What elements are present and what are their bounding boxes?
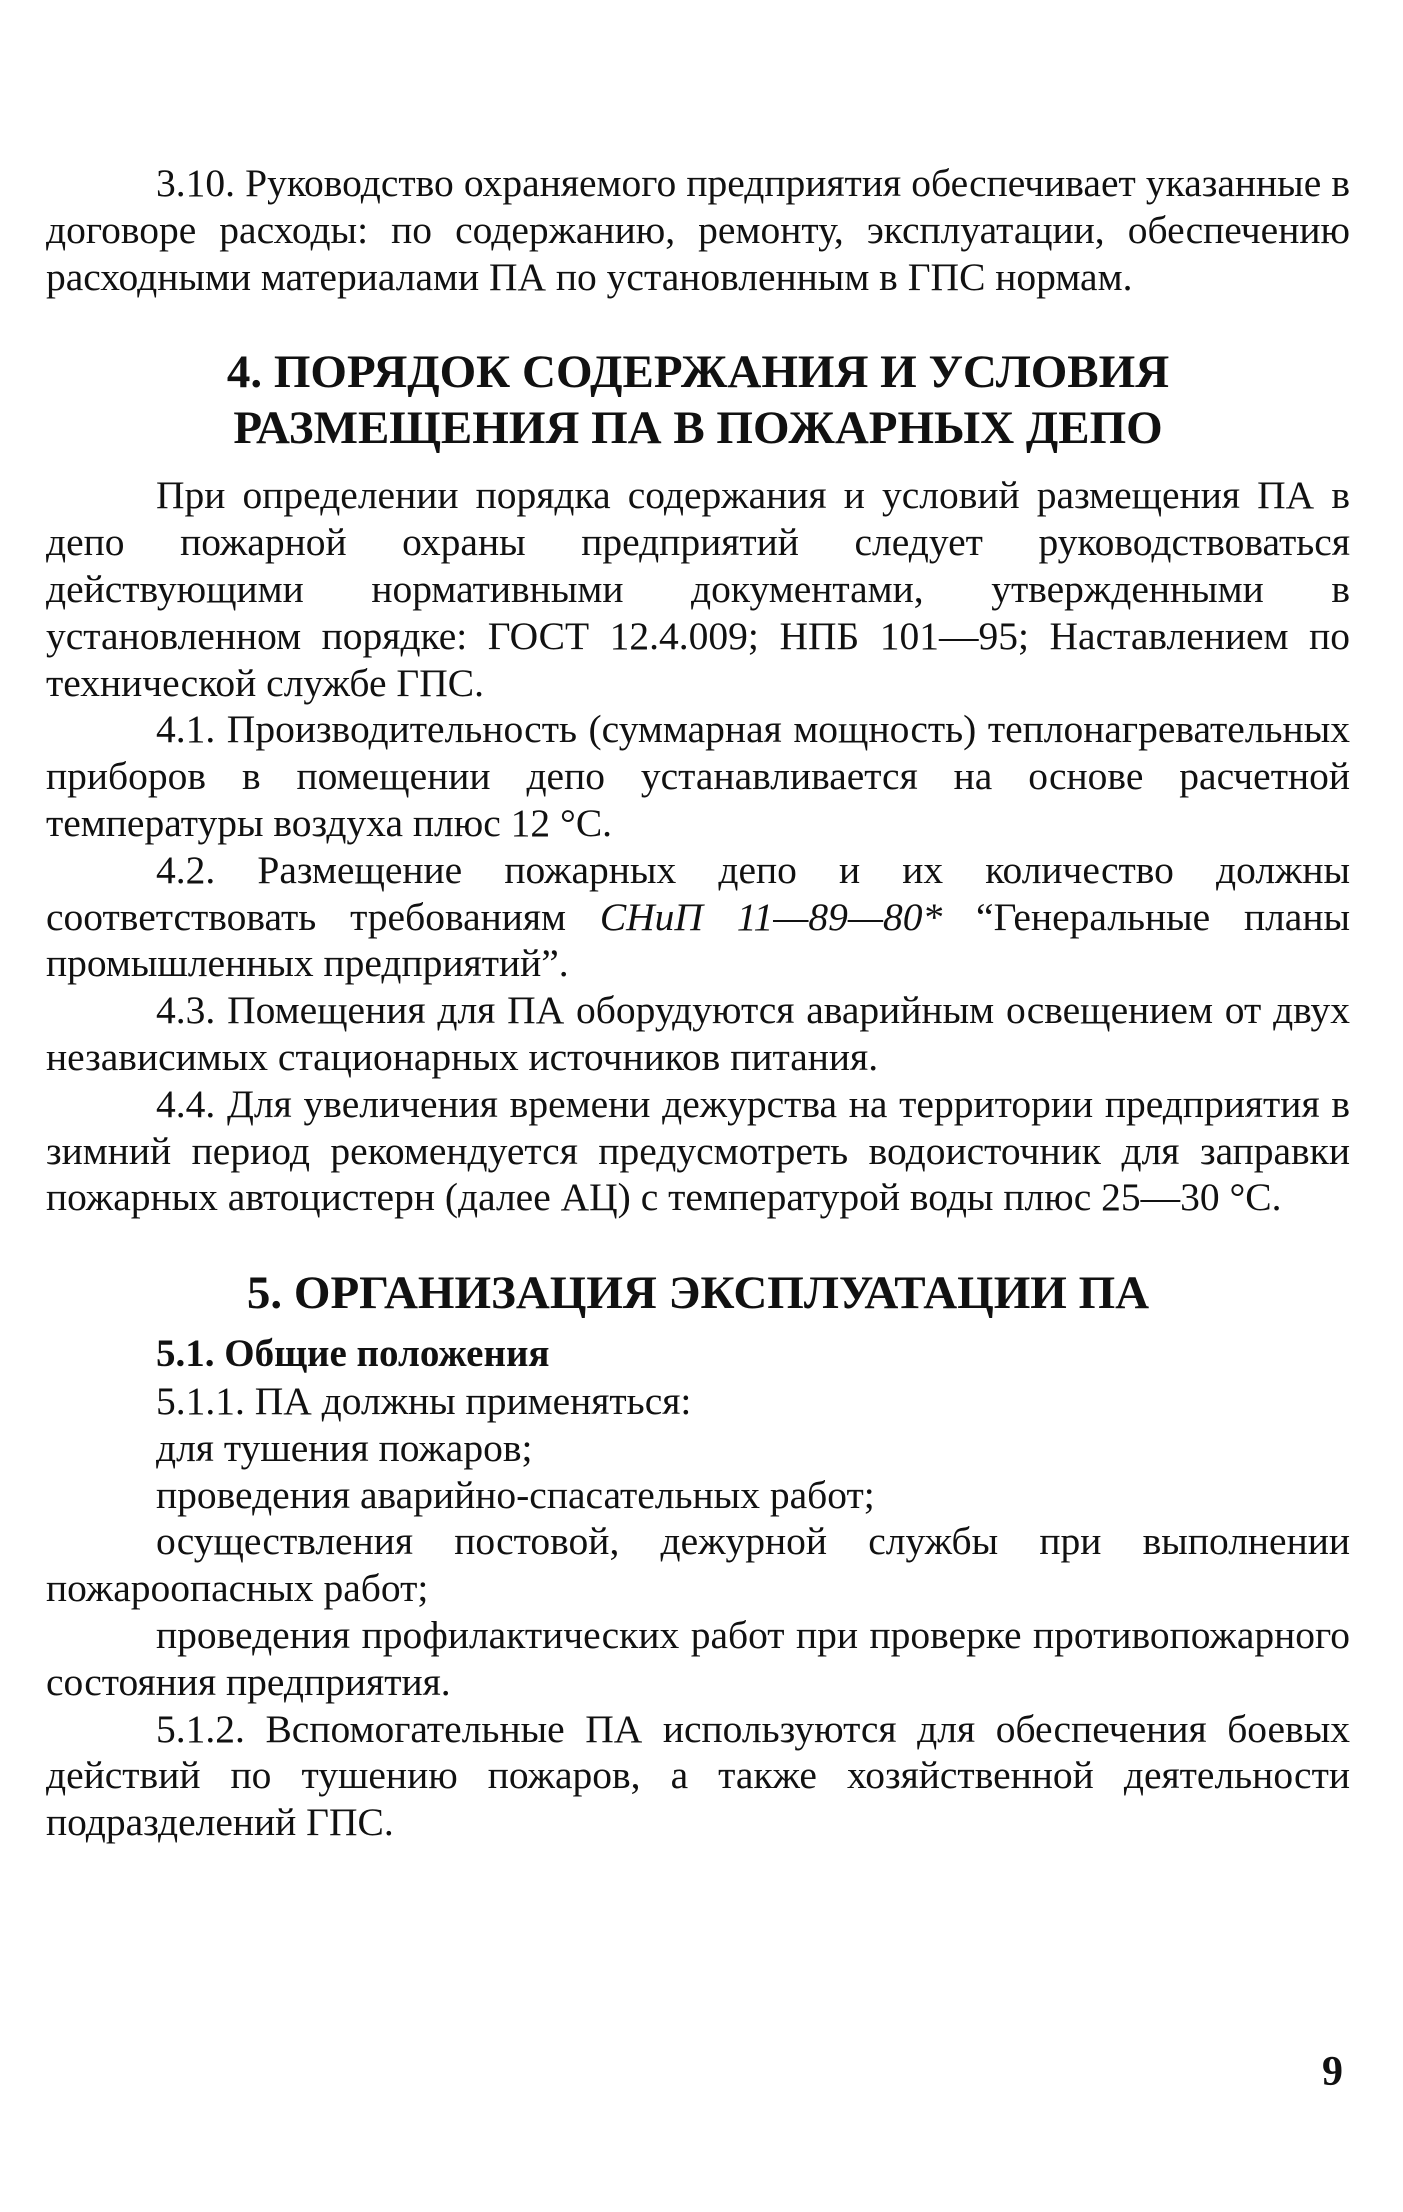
list-item-duty-service: осуществления постовой, дежурной службы при выполнении пожароопасных работ;: [46, 1519, 1350, 1611]
paragraph-4-2-text-end: “Генеральные планы промышленных предприятий”.: [46, 894, 1351, 986]
list-item-prevention-work: проведения профилактических работ при проверке противопожарного состояния предприятия.: [46, 1612, 1350, 1704]
page-number: 9: [1322, 2049, 1343, 2095]
document-page: [46, 160, 1350, 1846]
paragraph-4-4: 4.4. Для увеличения времени дежурства на территории предприятия в зимний период рекомендуется предусмотреть водоисточник для заправки пожарных автоцистерн (далее АЦ) с температурой воды плюс 25—30 °С.: [46, 1081, 1350, 1220]
paragraph-3-10: 3.10. Руководство охраняемого предприятия обеспечивает указанные в договоре расходы: по содержанию, ремонту, эксплуатации, обеспечению расходными материалами ПА по установленным в ГПС нормам.: [46, 161, 1350, 299]
list-item-firefighting: для тушения пожаров;: [156, 1425, 533, 1470]
section-4-heading-line-1: 4. ПОРЯДОК СОДЕРЖАНИЯ И УСЛОВИЯ: [226, 346, 1170, 399]
paragraph-5-1-1: 5.1.1. ПА должны применяться:: [156, 1378, 692, 1423]
section-4-heading-line-2: РАЗМЕЩЕНИЯ ПА В ПОЖАРНЫХ ДЕПО: [233, 402, 1163, 455]
paragraph-5-1-2: 5.1.2. Вспомогательные ПА используются для обеспечения боевых действий по тушению пожаров, а также хозяйственной деятельности подразделений ГПС.: [46, 1706, 1350, 1845]
paragraph-4-1: 4.1. Производительность (суммарная мощность) теплонагревательных приборов в помещении депо устанавливается на основе расчетной температуры воздуха плюс 12 °С.: [46, 707, 1350, 845]
section-4-intro: При определении порядка содержания и условий размещения ПА в депо пожарной охраны предприятий следует руководствоваться действующими нормативными документами, утвержденными в установленном порядке: ГОСТ 12.4.009; НПБ 101—95; Наставлением по технической службе ГПС.: [46, 473, 1350, 705]
section-5-heading: 5. ОРГАНИЗАЦИЯ ЭКСПЛУАТАЦИИ ПА: [246, 1267, 1150, 1320]
paragraph-4-2: [46, 847, 1350, 987]
subsection-5-1-heading: 5.1. Общие положения: [156, 1332, 550, 1376]
list-item-rescue-work: проведения аварийно-спасательных работ;: [156, 1472, 875, 1517]
snip-reference: СНиП 11—89—80*: [599, 894, 943, 939]
paragraph-4-2-text-start: 4.2. Размещение пожарных депо и их количество должны соответствовать требованиям: [46, 847, 1350, 939]
paragraph-4-3: 4.3. Помещения для ПА оборудуются аварийным освещением от двух независимых стационарных источников питания.: [46, 988, 1350, 1079]
